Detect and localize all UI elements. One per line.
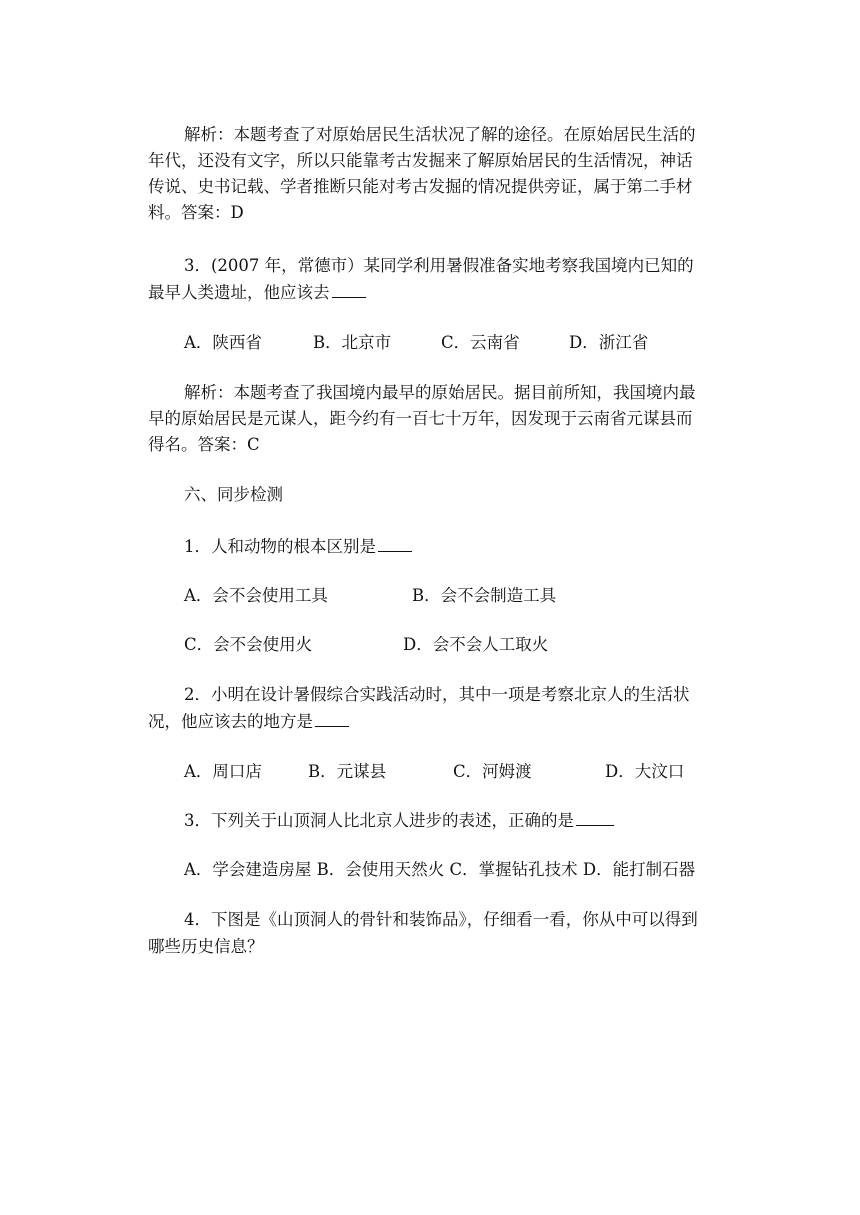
q3-option-d: D．浙江省	[569, 333, 649, 352]
t2-option-b: B．元谋县	[308, 762, 387, 781]
answer-blank	[332, 281, 366, 298]
t2-option-a: A．周口店	[184, 762, 262, 781]
t4-line1: 4．下图是《山顶洞人的骨针和装饰品》，仔细看一看，你从中可以得到	[184, 910, 698, 929]
analysis1-line2: 年代，还没有文字，所以只能靠考古发掘来了解原始居民的生活情况，神话	[148, 151, 693, 170]
analysis1-line3: 传说、史书记载、学者推断只能对考古发掘的情况提供旁证，属于第二手材	[148, 177, 693, 196]
t3-options: A．学会建造房屋 B．会使用天然火 C．掌握钻孔技术 D．能打制石器	[184, 860, 696, 879]
t3-stem-text: 3．下列关于山顶洞人比北京人进步的表述，正确的是	[184, 811, 574, 830]
t2-line1: 2．小明在设计暑假综合实践活动时，其中一项是考察北京人的生活状	[184, 685, 690, 704]
analysis1-line4: 料。答案：D	[148, 203, 244, 222]
answer-blank	[315, 710, 349, 727]
t2-option-c: C．河姆渡	[453, 762, 532, 781]
q3-option-a: A．陕西省	[184, 333, 262, 352]
analysis2-line3: 得名。答案：C	[148, 435, 260, 454]
answer-blank	[576, 809, 614, 826]
analysis2-line2: 早的原始居民是元谋人，距今约有一百七十万年，因发现于云南省元谋县而	[148, 409, 693, 428]
t1-stem	[184, 534, 412, 560]
t1-option-d: D．会不会人工取火	[403, 635, 549, 654]
q3-option-b: B．北京市	[313, 333, 392, 352]
section-title: 六、同步检测	[184, 485, 283, 504]
t1-stem-text: 1．人和动物的根本区别是	[184, 537, 376, 556]
t2-option-d: D．大汶口	[605, 762, 685, 781]
t2-line2-text: 况，他应该去的地方是	[148, 712, 313, 731]
t3-stem	[184, 808, 614, 834]
t1-option-b: B．会不会制造工具	[412, 586, 557, 605]
analysis2-line1: 解析：本题考查了我国境内最早的原始居民。据目前所知，我国境内最	[184, 383, 696, 402]
analysis1-line1: 解析：本题考查了对原始居民生活状况了解的途径。在原始居民生活的	[184, 125, 696, 144]
answer-blank	[378, 535, 412, 552]
q3-line2	[148, 280, 366, 306]
q3-option-c: C．云南省	[441, 333, 520, 352]
q3-line1: 3．(2007 年，常德市）某同学利用暑假准备实地考察我国境内已知的	[184, 256, 694, 275]
t4-line2: 哪些历史信息？	[148, 937, 264, 956]
q3-line2-text: 最早人类遗址，他应该去	[148, 283, 330, 302]
t2-line2	[148, 709, 349, 735]
t1-option-c: C．会不会使用火	[184, 635, 313, 654]
t1-option-a: A．会不会使用工具	[184, 586, 328, 605]
